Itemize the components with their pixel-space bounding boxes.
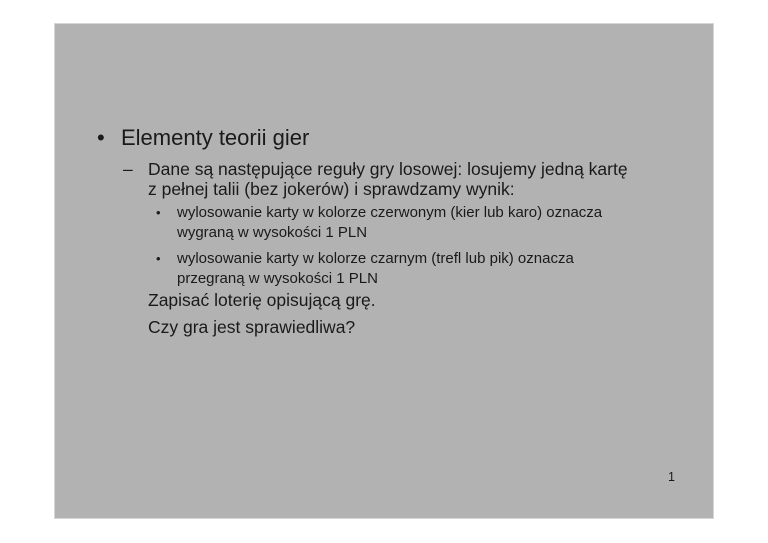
black-card-bullet-item [156,249,574,289]
page-number: 1 [668,470,675,484]
bullet-icon: • [97,125,105,150]
black-card-line-2: przegraną w wysokości 1 PLN [177,270,378,287]
red-card-bullet-item [156,203,603,243]
dash-icon: – [123,159,133,179]
rules-line-2: z pełnej talii (bez jokerów) i sprawdzamy wynik: [148,179,515,199]
title-bullet-item [97,125,310,151]
task-text: Zapisać loterię opisującą grę. [148,290,376,310]
slide-title: Elementy teorii gier [121,125,310,150]
question-line [148,317,355,337]
bullet-icon: • [156,251,161,266]
task-line [148,290,376,310]
question-text: Czy gra jest sprawiedliwa? [148,317,356,337]
rules-line-1: Dane są następujące reguły gry losowej: losujemy jedną kartę [148,159,628,179]
red-card-line-1: wylosowanie karty w kolorze czerwonym (kier lub karo) oznacza [177,204,603,221]
slide [55,24,713,518]
red-card-line-2: wygraną w wysokości 1 PLN [177,224,368,241]
black-card-line-1: wylosowanie karty w kolorze czarnym (trefl lub pik) oznacza [177,250,574,267]
bullet-icon: • [156,205,161,220]
rules-paragraph [123,159,628,199]
